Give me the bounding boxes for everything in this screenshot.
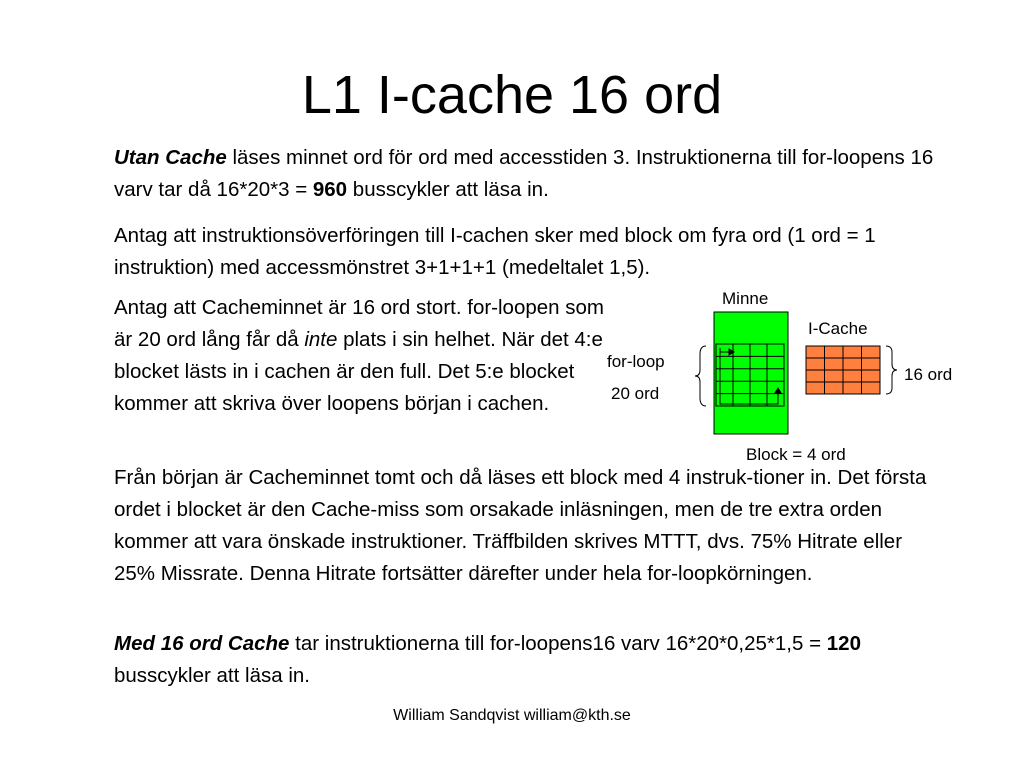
paragraph-text: tar instruktionerna till for-loopens16 varv 16*20*0,25*1,5 = <box>289 632 827 655</box>
cache-brace <box>886 346 897 394</box>
footer-author: William Sandqvist william@kth.se <box>393 707 631 724</box>
lead-text: Med 16 ord Cache <box>114 632 290 655</box>
lead-text: Utan Cache <box>114 146 227 169</box>
loop-label: for-loop <box>607 352 665 371</box>
cache-label: I-Cache <box>808 319 868 338</box>
paragraph-cache-size <box>114 292 604 420</box>
memory-label: Minne <box>722 289 769 308</box>
paragraph-text: Antag att Cacheminnet är 16 ord stort. for-loopen som är 20 ord lång får då <box>114 296 604 351</box>
paragraph-text: busscykler att läsa in. <box>114 664 310 687</box>
block-size-label: Block = 4 ord <box>746 445 846 464</box>
slide-title: L1 I-cache 16 ord <box>301 65 723 125</box>
bus-cycles-value: 120 <box>826 632 861 655</box>
loop-size-label: 20 ord <box>611 384 660 403</box>
emphasis-text: inte <box>304 328 338 351</box>
cache-size-label: 16 ord <box>904 365 953 384</box>
memory-block <box>714 312 788 434</box>
bus-cycles-value: 960 <box>312 178 348 201</box>
paragraph-with-cache <box>114 628 914 692</box>
paragraph-text: plats i sin helhet. När det 4:e blocket lästs in i cachen är den full. Det 5:e blocket kommer att skriva över loopens början i cachen. <box>114 328 603 415</box>
cache-diagram <box>600 282 980 472</box>
loop-brace <box>695 346 706 406</box>
paragraph-hitrate: Från början är Cacheminnet tomt och då läses ett block med 4 instruk-tioner in. Det första ordet i blocket är den Cache-miss som orsakade inläsningen, men de tre extra orden kommer att vara önskade instruktioner. Träffbilden skrives MTTT, dvs. 75% Hitrate eller 25% Missrate. Denna Hitrate fortsätter därefter under hela for-loopkörningen. <box>114 466 927 585</box>
paragraph-text: busscykler att läsa in. <box>347 178 549 201</box>
paragraph-block-transfer: Antag att instruktionsöverföringen till I-cachen sker med block om fyra ord (1 ord = 1 instruktion) med accessmönstret 3+1+1+1 (medeltalet 1,5). <box>114 224 876 279</box>
paragraph-text: läses minnet ord för ord med accesstiden 3. Instruktionerna till for-loopens 16 varv tar då 16*20*3 = <box>114 146 934 201</box>
paragraph-without-cache <box>114 142 954 206</box>
